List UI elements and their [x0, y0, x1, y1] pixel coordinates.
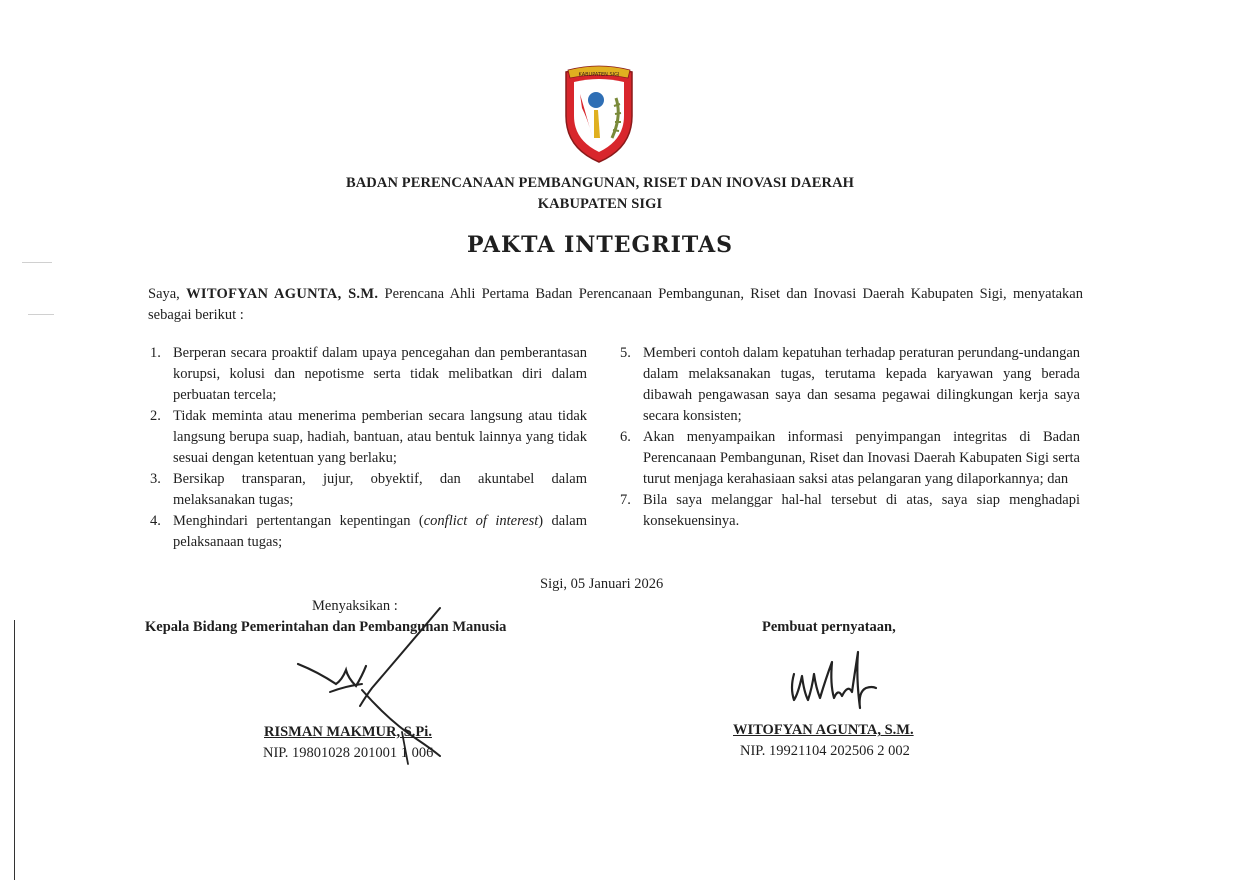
list-item [620, 427, 1080, 490]
kabupaten-sigi-emblem [558, 64, 640, 164]
list-item [150, 469, 587, 511]
document-title: PAKTA INTEGRITAS [466, 232, 734, 258]
item-number: 6. [620, 429, 631, 445]
witness-position: Kepala Bidang Pemerintahan dan Pembangunan Manusia [145, 619, 507, 635]
item-number: 4. [150, 513, 161, 529]
witness-label: Menyaksikan : [312, 598, 398, 614]
item-text: Akan menyampaikan informasi penyimpangan integritas di Badan Perencanaan Pembangunan, Riset dan Inovasi Daerah Kabupaten Sigi serta turut menjaga kerahasiaan saksi atas pelangaran yang dilaporkannya; dan [643, 429, 1080, 487]
item-text: Bila saya melanggar hal-hal tersebut di atas, saya siap menghadapi konsekuensinya. [643, 492, 1080, 529]
item-text: Bersikap transparan, jujur, obyektif, dan akuntabel dalam melaksanakan tugas; [173, 471, 587, 508]
witness-nip: NIP. 19801028 201001 1 006 [263, 745, 434, 761]
list-item [150, 343, 587, 406]
declarant-name: WITOFYAN AGUNTA, S.M. [186, 286, 379, 302]
maker-label: Pembuat pernyataan, [762, 619, 896, 635]
statement-list-right [620, 343, 1080, 532]
scan-mark [28, 314, 54, 315]
item-text: Tidak meminta atau menerima pemberian secara langsung atau tidak langsung berupa suap, hadiah, bantuan, atau bentuk lainnya yang tidak sesuai dengan ketentuan yang berlaku; [173, 408, 587, 466]
place-date: Sigi, 05 Januari 2026 [540, 576, 664, 592]
list-item [620, 490, 1080, 532]
item-number: 7. [620, 492, 631, 508]
item-number: 2. [150, 408, 161, 424]
item-text-before: Menghindari pertentangan kepentingan ( [173, 513, 424, 529]
item-number: 5. [620, 345, 631, 361]
intro-rest: Perencana Ahli Pertama Badan Perencanaan Pembangunan, Riset dan Inovasi Daerah Kabupaten Sigi, menyatakan sebagai berikut : [148, 286, 1083, 323]
scan-mark [22, 262, 52, 263]
declarant-nip: NIP. 19921104 202506 2 002 [740, 743, 910, 759]
list-item [620, 343, 1080, 427]
item-text: Memberi contoh dalam kepatuhan terhadap peraturan perundang-undangan dalam melaksanakan tugas, terutama kepada karyawan yang berada dibawah pengawasan saya dan sesama pegawai dilingkungan kerja saya secara konsisten; [643, 345, 1080, 424]
statement-list-left [150, 343, 587, 553]
list-item [150, 511, 587, 553]
item-text-italic: conflict of interest [423, 513, 539, 529]
intro-prefix: Saya, [148, 286, 187, 302]
item-text [173, 511, 587, 553]
regency-name: KABUPATEN SIGI [537, 196, 663, 212]
list-item [150, 406, 587, 469]
svg-text:KABUPATEN SIGI: KABUPATEN SIGI [578, 72, 620, 78]
witness-name: RISMAN MAKMUR, S.Pi. [264, 724, 432, 740]
item-text-after: ) dalam pelaksanaan tugas; [173, 513, 587, 550]
item-text: Berperan secara proaktif dalam upaya pencegahan dan pemberantasan korupsi, kolusi dan nepotisme serta tidak melibatkan diri dalam perbuatan tercela; [173, 345, 587, 403]
agency-name: BADAN PERENCANAAN PEMBANGUNAN, RISET DAN INOVASI DAERAH [345, 175, 855, 191]
item-number: 1. [150, 345, 161, 361]
scan-page-edge [14, 620, 15, 880]
declarant-name-signature: WITOFYAN AGUNTA, S.M. [733, 722, 914, 738]
item-number: 3. [150, 471, 161, 487]
declarant-signature [780, 648, 890, 728]
intro-paragraph [148, 284, 1083, 326]
